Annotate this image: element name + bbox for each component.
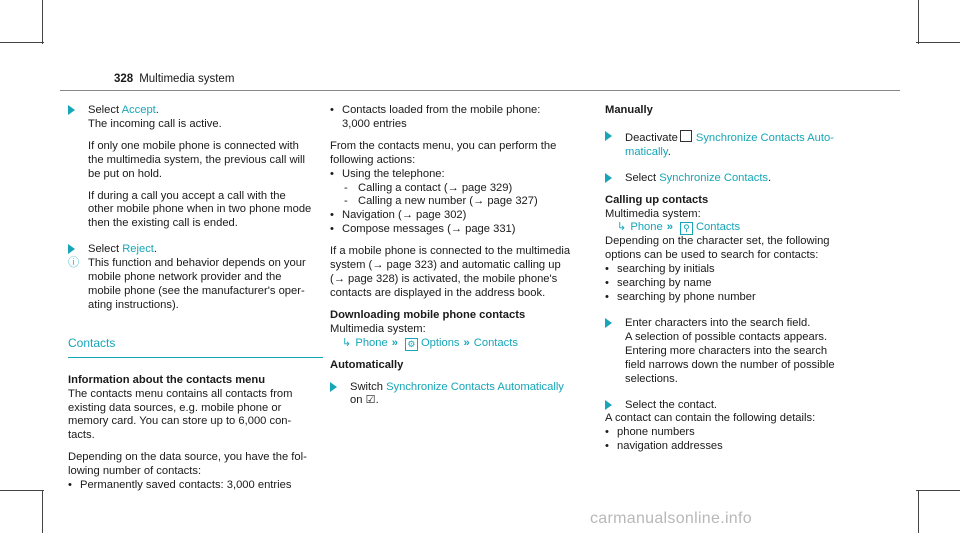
step-enter: Enter characters into the search field. A selection of possible contacts appears. Entering more characters into the search field narrows down the number of possible selections. bbox=[605, 317, 860, 387]
crop-mark bbox=[918, 490, 919, 533]
list-item: • Using the telephone: bbox=[330, 168, 600, 182]
menu-path-icon: ↳ bbox=[342, 336, 352, 349]
subheading: Calling up contacts bbox=[605, 193, 709, 206]
menu-path bbox=[605, 221, 860, 235]
section-heading: Contacts bbox=[68, 335, 116, 350]
crop-mark bbox=[42, 0, 43, 44]
page-number: 328 bbox=[114, 73, 134, 85]
checkbox-empty-icon bbox=[680, 130, 692, 142]
header-rule bbox=[60, 90, 900, 91]
watermark: carmanualsonline.info bbox=[590, 510, 752, 527]
step-arrow-icon bbox=[330, 382, 337, 392]
page-header-title: Multimedia system bbox=[139, 73, 235, 85]
chevron-right-icon: » bbox=[463, 336, 470, 349]
step-arrow-icon bbox=[605, 400, 612, 410]
step-arrow-icon bbox=[68, 244, 75, 254]
list-item: • Navigation (→ page 302) bbox=[330, 209, 600, 223]
step-switch: Switch Synchronize Contacts Automatically on ☑. bbox=[330, 381, 600, 409]
sync-link[interactable]: Synchronize Contacts Auto- bbox=[695, 131, 834, 144]
subheading: Automatically bbox=[330, 358, 404, 371]
list-item: • Permanently saved contacts: 3,000 entries bbox=[68, 479, 323, 493]
crop-mark bbox=[918, 0, 919, 44]
step-arrow-icon bbox=[605, 131, 612, 141]
sync-contacts-link[interactable]: Synchronize Contacts bbox=[659, 171, 769, 184]
step-deactivate: Deactivate Synchronize Contacts Auto- matically. bbox=[605, 130, 860, 160]
step-arrow-icon bbox=[605, 318, 612, 328]
menu-path bbox=[330, 337, 600, 351]
chevron-right-icon: » bbox=[391, 336, 398, 349]
list-item: • Contacts loaded from the mobile phone: 3,000 entries bbox=[330, 104, 600, 132]
list-item: • Compose messages (→ page 331) bbox=[330, 223, 600, 237]
info-icon: ⓘ bbox=[68, 257, 80, 270]
subheading: Downloading mobile phone contacts bbox=[330, 308, 526, 321]
list-item: • searching by phone number bbox=[605, 291, 860, 305]
step-arrow-icon bbox=[68, 105, 75, 115]
list-item: • searching by initials bbox=[605, 263, 860, 277]
crop-mark bbox=[916, 42, 960, 43]
sync-auto-link[interactable]: Synchronize Contacts Automatically bbox=[386, 380, 564, 393]
search-icon: ⚲ bbox=[680, 222, 693, 235]
column-1: Select Accept. The incoming call is active. If only one mobile phone is connected with the multimedia system, the previous call will be put on hold. If during a call you accept a call with the other mobile phone when in two phone mode then the existing call is ended. Select Reject. ⓘ This function and behavior depends on your mobile phone network provider and the mobile phone (see the manufacturer's oper- ating instructions). Contacts Information about the contacts menu The contacts menu contains all contacts from existing data sources, e.g. mobile phone or memory card. You can store up to 6,000 con- tacts. Depending on the data source, you have the fol- lowing number of contacts: • Permanently saved contacts: 3,000 entries bbox=[68, 104, 323, 493]
accept-link[interactable]: Accept bbox=[121, 104, 156, 116]
path-phone[interactable]: Phone bbox=[355, 336, 388, 349]
chevron-right-icon: » bbox=[666, 221, 673, 234]
subheading: Information about the contacts menu bbox=[68, 373, 266, 386]
checkbox-checked-icon: ☑ bbox=[365, 394, 376, 407]
list-item: • navigation addresses bbox=[605, 440, 860, 454]
crop-mark bbox=[0, 42, 44, 43]
crop-mark bbox=[42, 490, 43, 533]
sub-list-item: - Calling a new number (→ page 327) bbox=[344, 195, 538, 208]
column-3: Manually Deactivate Synchronize Contacts Auto- matically. Select Synchronize Contacts. Calling up contacts Multimedia system: ↳ Phone » ⚲ Contacts Depending on the character set, the following options can be used to search for contacts: • searching by initials • searching by name • searching by phone number Enter characters into the search field. A selection of possible contacts appears. Entering more characters into the search field narrows down the number of possible selections. Select the contact. A contact can contain the following details: • phone numbers • navigation addresses bbox=[605, 104, 860, 454]
reject-link[interactable]: Reject bbox=[122, 243, 154, 256]
sub-list-item: - Calling a contact (→ page 329) bbox=[344, 181, 513, 194]
menu-path-icon: ↳ bbox=[617, 221, 627, 234]
crop-mark bbox=[916, 490, 960, 491]
info-note: ⓘ This function and behavior depends on your mobile phone network provider and the mobile phone (see the manufacturer's oper- ating instructions). bbox=[68, 257, 306, 311]
column-2: • Contacts loaded from the mobile phone: 3,000 entries From the contacts menu, you can perform the following actions: • Using the telephone: - Calling a contact (→ page 329) - Calling a new number (→ page 327) • Navigation (→ page 302) • Compose messages (→ page 331) If a mobile phone is connected to the multimedia system (→ page 323) and automatic calling up (→ page 328) is activated, the mobile phone's contacts are displayed in the address book. Downloading mobile phone contacts Multimedia system: ↳ Phone » ⚙ Options » Contacts Automatically Switch Synchronize Contacts Automatically on ☑. bbox=[330, 104, 600, 408]
list-item: • phone numbers bbox=[605, 426, 860, 440]
subheading: Manually bbox=[605, 104, 653, 116]
step-select-sync: Select Synchronize Contacts. bbox=[605, 172, 860, 186]
list-item: • searching by name bbox=[605, 277, 860, 291]
step-select-contact: Select the contact. bbox=[605, 399, 860, 413]
crop-mark bbox=[0, 490, 44, 491]
path-phone[interactable]: Phone bbox=[630, 221, 663, 234]
path-contacts[interactable]: Contacts bbox=[473, 336, 518, 349]
step-accept: Select Accept. The incoming call is active. If only one mobile phone is connected with the multimedia system, the previous call will be put on hold. If during a call you accept a call with the other mobile phone when in two phone mode then the existing call is ended. bbox=[68, 104, 323, 231]
step-arrow-icon bbox=[605, 173, 612, 183]
settings-icon: ⚙ bbox=[405, 338, 418, 351]
page-header bbox=[114, 73, 234, 85]
path-contacts[interactable]: Contacts bbox=[695, 221, 741, 234]
step-reject: Select Reject. bbox=[68, 243, 323, 257]
path-options[interactable]: Options bbox=[420, 336, 460, 349]
